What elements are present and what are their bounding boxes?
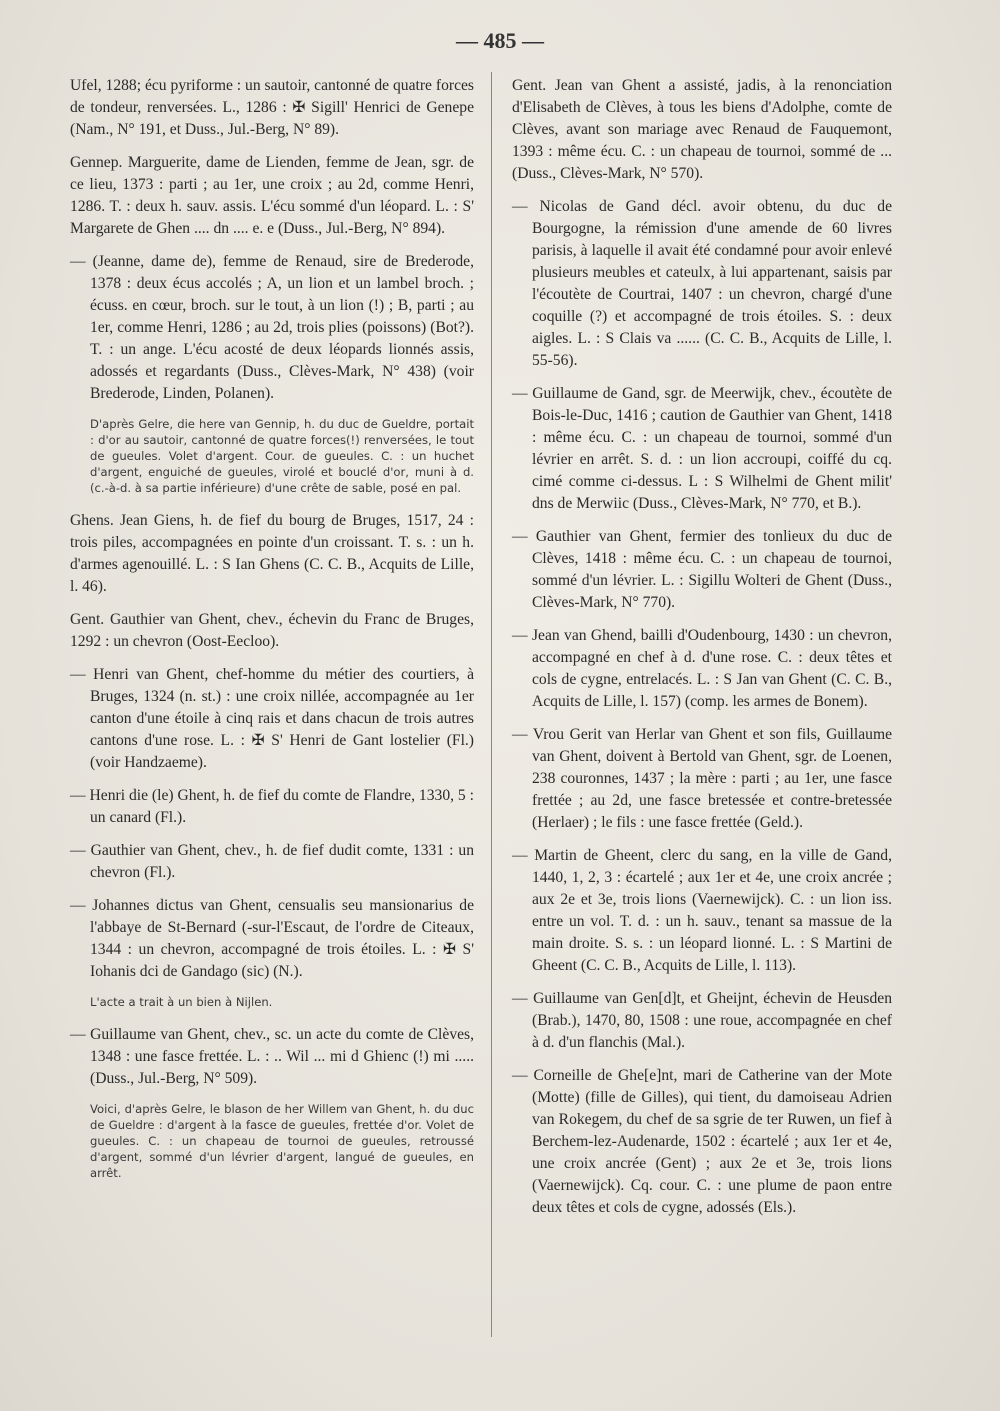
- left-column: [70, 75, 474, 1195]
- entry-vrou-gerit: — Vrou Gerit van Herlar van Ghent et son fils, Guillaume van Ghent, doivent à Bertold van Ghent, sgr. de Loenen, 238 couronnes, 1437 ; la mère : parti ; au 1er, une fasce frettée ; au 2d, une fasce bretessée et contre-bretessée (Herlaer) ; le fils : une fasce frettée (Geld.).: [512, 726, 892, 831]
- entry-corneille: — Corneille de Ghe[e]nt, mari de Catherine van der Mote (Motte) (fille de Gilles), qui tient, du damoiseau Adrien van Rokegem, du chef de sa sgrie de ter Ruwen, un fief à Berchem-lez-Audenarde, 1502 : écartelé ; aux 1er et 4e, une croix ancrée (Gent) ; aux 2e et 3e, trois lions (Vaernewijck). Cq. cour. C. : une plume de paon entre deux têtes et cols de cygne, adossés (Els.).: [512, 1067, 892, 1216]
- page-number: — 485 —: [456, 28, 544, 53]
- entry-martin: — Martin de Gheent, clerc du sang, en la ville de Gand, 1440, 1, 2, 3 : écartelé ; aux 1er et 4e, une croix ancrée ; aux 2e et 3e, trois lions (Vaernewijck). C. : un lion iss. entre un vol. T. d. : un h. sauv., tenant sa massue de la main droite. S. s. : un léopard lionné. L. : S Martini de Gheent (C. C. B., Acquits de Lille, l. 113).: [512, 847, 892, 974]
- entry-jean-ghend: — Jean van Ghend, bailli d'Oudenbourg, 1430 : un chevron, accompagné en chef à d. d'une rose. C. : deux têtes et cols de cygne, entrelacés. L. : S Jan van Ghent (C. C. B., Acquits de Lille, l. 157) (comp. les armes de Bonem).: [512, 627, 892, 710]
- right-column: [512, 75, 892, 1230]
- entry-gennep: Gennep. Marguerite, dame de Lienden, femme de Jean, sgr. de ce lieu, 1373 : parti ; au 1er, une croix ; au 2d, comme Henri, 1286. T. : deux h. sauv. assis. L'écu sommé d'un léopard. L. : S' Margarete de Ghen .... dn .... e. e (Duss., Jul.-Berg, N° 894).: [70, 154, 474, 237]
- entry-jeanne: — (Jeanne, dame de), femme de Renaud, sire de Brederode, 1378 : deux écus accolés ; A, un lion et un lambel broch. ; écuss. en cœur, broch. sur le tout, à un lion (!) ; B, parti ; au 1er, comme Henri, 1286 ; au 2d, trois plies (poissons) (Bot?). T. : un ange. L'écu acosté de deux léopards lionnés assis, adossés et regardants (Duss., Clèves-Mark, N° 438) (voir Brederode, Linden, Polanen).: [70, 253, 474, 402]
- entry-nicolas: — Nicolas de Gand décl. avoir obtenu, du duc de Bourgogne, la rémission d'une amende de 60 livres parisis, à laquelle il avait été condamné pour avoir enlevé plusieurs meubles et cateulx, à lui appartenant, saisis par l'écoutète de Courtrai, 1407 : un chevron, chargé d'une coquille (?) et accompagné de trois étoiles. S. : deux aigles. L. : S Clais va ...... (C. C. B., Acquits de Lille, l. 55-56).: [512, 198, 892, 369]
- note-nijlen: L'acte a trait à un bien à Nijlen.: [90, 995, 273, 1009]
- entry-henri-die-ghent: — Henri die (le) Ghent, h. de fief du comte de Flandre, 1330, 5 : un canard (Fl.).: [70, 787, 474, 826]
- entry-guillaume-gendt: — Guillaume van Gen[d]t, et Gheijnt, échevin de Heusden (Brab.), 1470, 80, 1508 : une roue, accompagnée en chef à d. d'un flanchis (Mal.).: [512, 990, 892, 1051]
- entry-ghens: Ghens. Jean Giens, h. de fief du bourg de Bruges, 1517, 24 : trois piles, accompagnées en pointe d'un croissant. T. s. : un h. d'armes agenouillé. L. : S Ian Ghens (C. C. B., Acquits de Lille, l. 46).: [70, 512, 474, 595]
- column-divider: [491, 72, 492, 1337]
- entry-gent-jean: Gent. Jean van Ghent a assisté, jadis, à la renonciation d'Elisabeth de Clèves, à tous les biens d'Adolphe, comte de Clèves, avant son mariage avec Renaud de Fauquemont, 1393 : même écu. C. : un chapeau de tournoi, sommé de ... (Duss., Clèves-Mark, N° 570).: [512, 77, 892, 182]
- entry-gauthier-1418: — Gauthier van Ghent, fermier des tonlieux du duc de Clèves, 1418 : même écu. C. : un chapeau de tournoi, sommé d'un lévrier. L. : Sigillu Wolteri de Ghent (Duss., Clèves-Mark, N° 770).: [512, 528, 892, 611]
- entry-johannes: — Johannes dictus van Ghent, censualis seu mansionarius de l'abbaye de St-Bernard (-sur-l'Escaut, de l'ordre de Citeaux, 1344 : un chevron, accompagné de trois étoiles. L. : ✠ S' Iohanis dci de Gandago (sic) (N.).: [70, 897, 474, 980]
- entry-gent: Gent. Gauthier van Ghent, chev., échevin du Franc de Bruges, 1292 : un chevron (Oost-Eecloo).: [70, 611, 474, 650]
- entry-guillaume-1348: — Guillaume van Ghent, chev., sc. un acte du comte de Clèves, 1348 : une fasce frettée. L. : .. Wil ... mi d Ghienc (!) mi ..... (Duss., Jul.-Berg, N° 509).: [70, 1026, 474, 1087]
- entry-gauthier-1331: — Gauthier van Ghent, chev., h. de fief dudit comte, 1331 : un chevron (Fl.).: [70, 842, 474, 881]
- note-gelre-willem: Voici, d'après Gelre, le blason de her Willem van Ghent, h. du duc de Gueldre : d'argent à la fasce de gueules, frettée d'or. Volet de gueules. C. : un chapeau de tournoi de gueules, retroussé d'argent, sommé d'un lévrier d'argent, langué de gueules, en arrêt.: [90, 1102, 474, 1180]
- entry-guillaume-1416: — Guillaume de Gand, sgr. de Meerwijk, chev., écoutète de Bois-le-Duc, 1416 ; caution de Gauthier van Ghent, 1418 : même écu. C. : un chapeau de tournoi, sommé d'un lévrier en arrêt. S. d. : un lion accroupi, coiffé du cq. cimé comme ci-dessus. L : S Wilhelmi de Ghent milit' dns de Merwiic (Duss., Clèves-Mark, N° 770, et B.).: [512, 385, 892, 512]
- note-gelre-gennip: D'après Gelre, die here van Gennip, h. du duc de Gueldre, portait : d'or au sautoir, cantonné de quatre forces(!) renversées, le tout de gueules. Volet d'argent. Cour. de gueules. C. : un huchet d'argent, enguiché de gueules, virolé et bouclé d'or, muni à d. (c.-à-d. à sa partie inférieure) d'une crête de sable, posé en pal.: [90, 417, 474, 495]
- entry-ufel: Ufel, 1288; écu pyriforme : un sautoir, cantonné de quatre forces de tondeur, renversées. L., 1286 : ✠ Sigill' Henrici de Genepe (Nam., N° 191, et Duss., Jul.-Berg, N° 89).: [70, 77, 474, 138]
- entry-henri-van-ghent: — Henri van Ghent, chef-homme du métier des courtiers, à Bruges, 1324 (n. st.) : une croix nillée, accompagnée au 1er canton d'une étoile à cinq rais et dans chacun de trois autres cantons d'une rose. L. : ✠ S' Henri de Gant lostelier (Fl.) (voir Handzaeme).: [70, 666, 474, 771]
